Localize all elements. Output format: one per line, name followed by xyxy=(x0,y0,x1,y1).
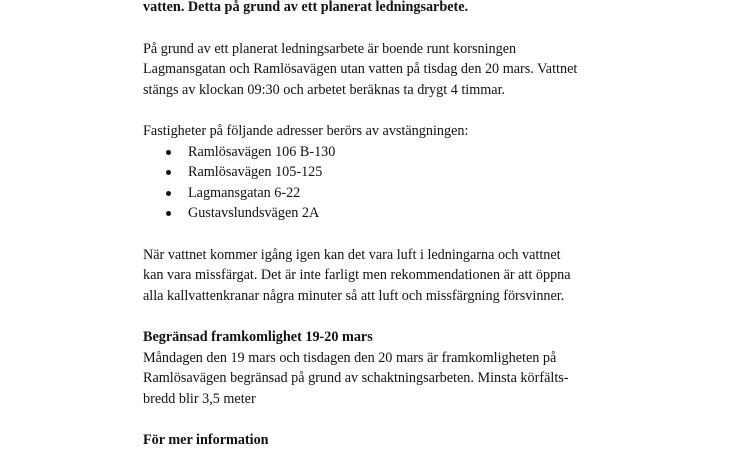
paragraph-gap xyxy=(143,306,613,327)
section-heading: För mer information xyxy=(143,432,269,448)
bullet-icon xyxy=(166,211,171,216)
list-item xyxy=(143,183,613,204)
intro-line: vatten. Detta på grund av ett planerat ledningsarbete. xyxy=(143,0,469,15)
address-text: Lagmansgatan 6-22 xyxy=(188,184,301,201)
paragraph-line: När vattnet kommer igång igen kan det vara luft i ledningarna och vattnet xyxy=(143,246,561,263)
paragraph-gap xyxy=(143,100,613,121)
paragraph-line: Ramlösavägen begränsad på grund av schaktningsarbeten. Minsta körfälts- xyxy=(143,370,569,386)
paragraph-line: På grund av ett planerat ledningsarbete är boende runt korsningen xyxy=(143,40,517,57)
address-text: Gustavslundsvägen 2A xyxy=(188,205,320,221)
address-text: Ramlösavägen 105-125 xyxy=(188,164,323,180)
bullet-icon xyxy=(166,191,171,196)
address-list xyxy=(143,142,613,224)
paragraph-line: kan vara missfärgat. Det är inte farligt men rekommendationen är att öppna xyxy=(143,267,571,283)
bullet-icon xyxy=(166,170,171,175)
bullet-icon xyxy=(166,150,171,155)
list-item xyxy=(143,203,613,224)
list-item xyxy=(143,142,613,163)
paragraph-line: bredd blir 3,5 meter xyxy=(143,390,256,407)
paragraph-line: Lagmansgatan och Ramlösavägen utan vatten på tisdag den 20 mars. Vattnet xyxy=(143,61,578,77)
paragraph-line: stängs av klockan 09:30 och arbetet beräknas ta drygt 4 timmar. xyxy=(143,81,506,98)
section-heading: Begränsad framkomlighet 19-20 mars xyxy=(143,329,373,345)
paragraph-gap xyxy=(143,18,613,39)
paragraph-gap xyxy=(143,224,613,245)
paragraph-line: alla kallvattenkranar några minuter så att luft och missfärgning försvinner. xyxy=(143,287,565,304)
address-text: Ramlösavägen 106 B-130 xyxy=(188,143,336,160)
list-item xyxy=(143,162,613,183)
paragraph-gap xyxy=(143,409,613,430)
document-body xyxy=(143,0,613,451)
paragraph-line: Måndagen den 19 mars och tisdagen den 20 mars är framkomligheten på xyxy=(143,349,557,366)
address-list-intro: Fastigheter på följande adresser berörs av avstängningen: xyxy=(143,123,469,139)
